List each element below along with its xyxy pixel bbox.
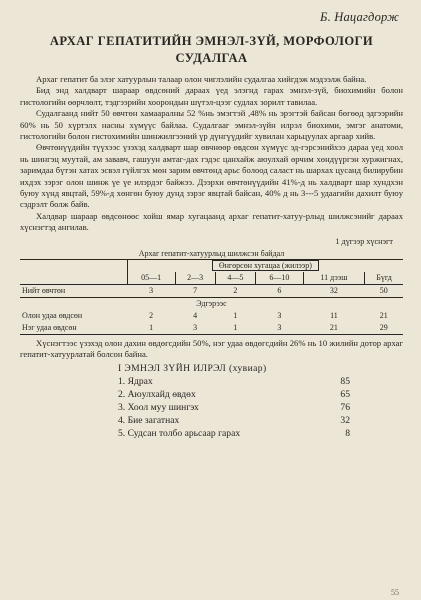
row-label: Олон удаа өвдсөн [22,311,83,321]
table-row [20,310,403,322]
table-cell: 3 [193,323,198,333]
list-item-label: 4. Бие загатнах [118,414,180,426]
findings-list [20,363,403,440]
list-item-label: 1. Ядрах [118,375,153,387]
author-name: Б. Нацагдорж [320,10,399,24]
table-cell: 2 [149,311,154,321]
list-item [20,375,403,388]
list-heading: I ЭМНЭЛ ЗҮЙН ИЛРЭЛ (хувиар) [118,362,267,374]
list-item-value: 32 [340,414,350,426]
page-number: 55 [391,588,399,597]
list-item-label: 2. Аюулхайд өвдөх [118,388,196,400]
list-item-value: 85 [340,375,350,387]
table-cell: 2 [233,286,238,296]
table-corner [20,259,127,284]
list-item [20,427,403,440]
column-header: 6—10 [255,272,303,285]
table-row [20,322,403,335]
table-cell: 3 [277,311,282,321]
list-item-label: 3. Хоол муу шингэх [118,401,199,413]
table-cell: 3 [277,323,282,333]
table-number: 1 дүгээр хүснэгт [335,236,393,246]
column-header: Бүгд [365,272,403,285]
list-item [20,414,403,427]
table-cell: 1 [233,311,238,321]
paragraph: Бид энд халдварт шараар өвдсөний дараах үед элэгнд гарах эмнэл-зүй, биохимийн болон гистологийн өөрчлөлт, тэдгээрийн хоорондын шүтэл-цээг судлах зорилт тавилаа. [20,85,403,107]
list-item-value: 76 [340,401,350,413]
table-cell: 50 [379,286,388,296]
row-label: Нийт өвчтөн [22,286,66,296]
paragraph: Өвчтөнүүдийн түүхээс үзэхэд халдварт шар өвчнөөр өвдсөн хүмүүс эд-гэрсэнийхээ дараа үед хоол нь шингэц муутай, ам зававч, гашуун амтаг-дах гэдэс цанхайж аюулхай өрчим хөндүүргэн хуржигнах, заримдаа бүтэн хатах эсвэл гүйлгэх мөн зарим өвчтөнд арьс болоод саласт нь шархах цусанд билирубин ихдэх зэрэг олон шинж үе үе илэрдэг байжээ. Дээрхи өвчтөнүүдийн 41%-д нь халдварт шар хундхэн буюу хүнд явцтай, 59%-д хөнгөн буюу дунд зэрэг явцтай байсан, 40% д нь 3---5 удаагийн дахилт буюу сэдрэлт болж байв. [20,142,403,210]
column-header: 4—5 [215,272,255,285]
column-header: 2—3 [175,272,215,285]
table-cell: 4 [193,311,198,321]
table-caption: Архаг гепатит-хатуурлыд шилжсэн байдал [138,248,285,258]
table-cell: 21 [329,323,338,333]
table-cell: 7 [193,286,198,296]
table-subheader: Эдгэрээс [196,299,227,309]
table-subheader-row [20,297,403,310]
column-header: 05—1 [127,272,175,285]
list-item-label: 5. Судсан толбо арьсаар гарах [118,427,241,439]
table-cell: 29 [379,323,388,333]
column-header: 11 дээш [303,272,364,285]
table-cell: 1 [233,323,238,333]
list-item [20,401,403,414]
data-table [20,259,403,335]
table-cell: 11 [330,311,338,321]
paragraph: Судалгаанд нийт 50 өвчтөн хамааралны 52 %нь эмэгтэй ,48% нь эрэгтэй байсан бөгөөд эдгээрийн 60% нь 50 хүртэлх насны хүмүүс байлаа. Судалгааг эмнэл-зүйн илрэл биохими, эмгэг анатоми, гистологийн болон гистохимийн шинжилгээний үр дүнгүүдийг хувилан харьцуулах аргаар хийв. [20,108,403,142]
group-header-label: Өнгөрсөн хугацаа (жилээр) [212,260,319,271]
table-cell: 3 [149,286,154,296]
paragraph: Халдвар шараар өвдсөнөөс хойш ямар хугацаанд архаг гепатит-хатуу-рлыд шилжсэнийг дараах хүснэгтэд ангилав. [20,210,403,233]
table-cell: 21 [379,311,388,321]
list-item [20,388,403,401]
table-group-header [127,259,403,272]
table-cell: 32 [329,286,338,296]
table-row [20,284,403,297]
table-cell: 1 [149,323,154,333]
row-label: Нэг удаа өвдсөн [22,323,77,333]
list-item-value: 65 [340,388,350,400]
table-cell: 6 [277,286,282,296]
paragraph: Хүснэгтээс үзэхэд олон дахин өвдөгсдийн 50%, нэг удаа өвдөгсдийн 26% нь 10 жилийн дотор архаг гепатит-хатуурлатай болсон байна. [20,337,403,360]
article-title: АРХАГ ГЕПАТИТИЙН ЭМНЭЛ-ЗҮЙ, МОРФОЛОГИ СУДАЛГАА [49,34,374,65]
list-item-value: 8 [345,427,350,439]
paragraph: Архаг гепатит ба элэг хатуурлын талаар олон чиглэлийн судалгаа хийгдэж мэдээлж байна. [36,74,367,84]
